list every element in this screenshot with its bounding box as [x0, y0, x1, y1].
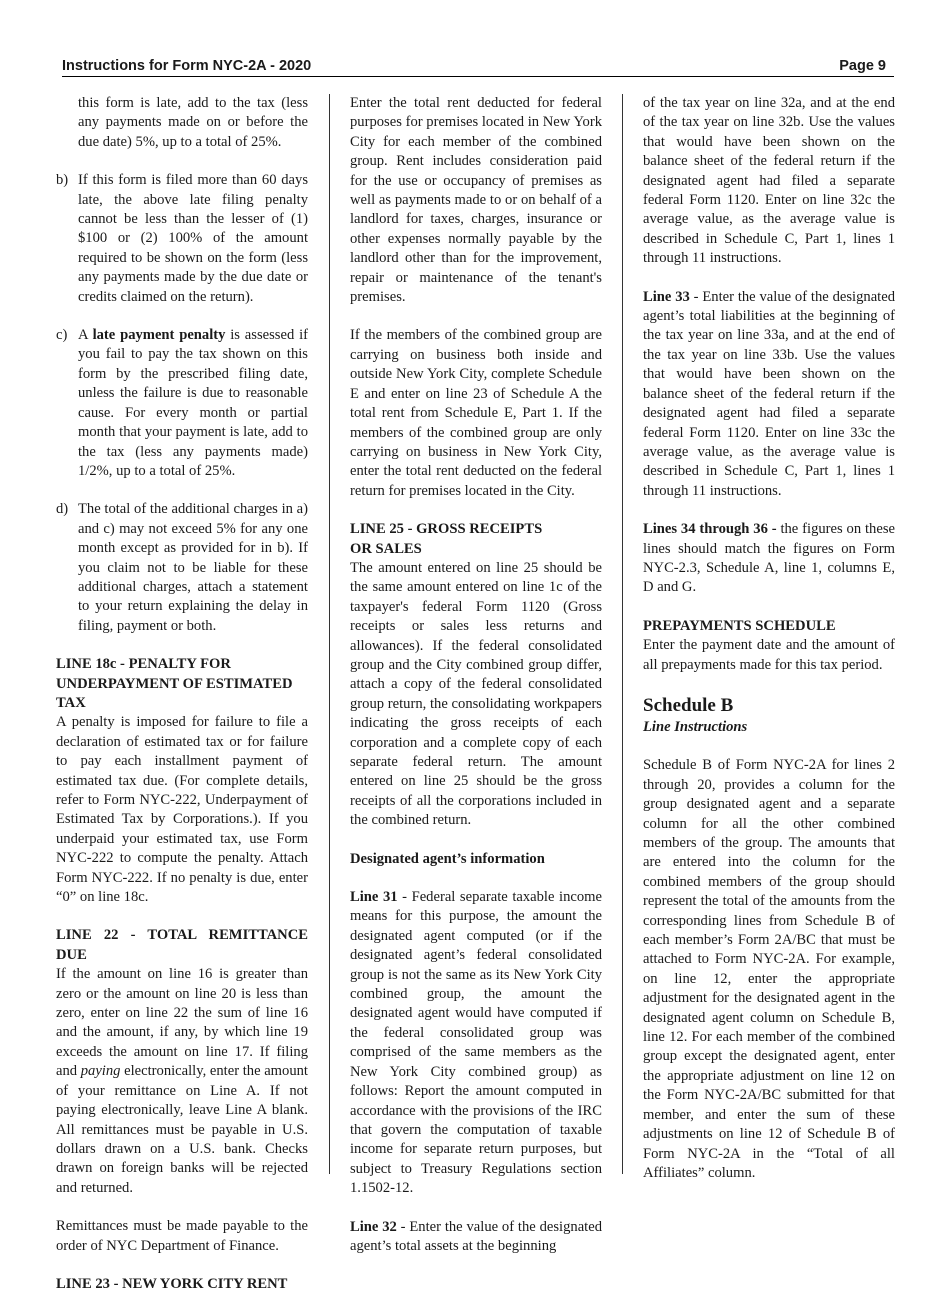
paragraph-line-32-continued: of the tax year on line 32a, and at the end of the tax year on line 32b. Use the values that would have been shown on the balance sheet of the federal return if the designated agent had filed a separate federal Form 1120. Enter on line 32c the average value, as the average value is described in Schedule C, Part 1, lines 1 through 11 instructions. [643, 95, 895, 267]
list-item-b [56, 171, 308, 307]
column-middle [350, 94, 602, 1275]
spacer [350, 869, 602, 888]
paragraph-line-31 [350, 888, 602, 1199]
bold-term: Line 32 [350, 1218, 397, 1235]
paragraph-lines-34-36 [643, 520, 895, 598]
column-left [56, 94, 308, 1294]
paragraph-schedule-b: Schedule B of Form NYC-2A for lines 2 through 20, provides a column for the group designated agent and a separate column for all the other combined members of the group. The amounts that are entered into the column for the combined members of the group should represent the total of the amounts from the corresponding lines from Schedule B of each member’s Form 2A/BC that must be attached to Form NYC-2A. For example, on line 12, enter the appropriate adjustment for the designated agent in the designated agent column on Schedule B, line 12. For each member of the combined group except the designated agent, enter the appropriate adjustment on line 12 on the Form NYC-2A/BC submitted for that member, and enter the sum of these adjustments on line 12 of Schedule B of Form NYC-2A in the “Total of all Affiliates” column. [643, 757, 895, 1181]
text-run: - Federal separate taxable income means for this purpose, the amount the designated agent computed (or if the designated agent’s federal consolidated group is not the same as its New York City combined group, the amount the designated agent would have computed if the federal consolidated group was comprised of the same members as the New York City combined group) as follows: Report the amount computed in accordance with the provisions of the IRC that govern the computation of taxable income for separate return purposes, but subject to Treasury Regulations section 1.1502-12. [350, 889, 602, 1197]
text-run: - Enter the value of the designated agent’s total liabilities at the beginning of the tax year on line 33a, and at the end of the tax year on line 33b. Use the values that would have been shown on the balance sheet of the federal return if the designated agent had filed a separate federal Form 1120. Enter on line 33c the average value, as the average value is described in Schedule C, Part 1, lines 1 through 11 instructions. [643, 288, 896, 499]
list-label: d) [56, 501, 69, 518]
paragraph-prepayments: Enter the payment date and the amount of all prepayments made for this tax period. [643, 637, 895, 673]
section-heading-line-18c: LINE 18c - PENALTY FOR UNDERPAYMENT OF ESTIMATED TAX [56, 656, 293, 711]
section-heading-line-23: LINE 23 - NEW YORK CITY RENT [56, 1275, 288, 1292]
list-label: c) [56, 327, 68, 344]
section-heading-designated-agent: Designated agent’s information [350, 850, 545, 867]
italic-term: paying [80, 1063, 121, 1080]
text-run: If the amount on line 16 is greater than zero or the amount on line 20 is less than zero, enter on line 22 the sum of line 16 and the amount, if any, by which line 19 exceeds the amount on line 17. If filing and [56, 966, 308, 1080]
text-run: - Enter the value of the designated agent’s total assets at the beginning [350, 1218, 603, 1254]
list-label: b) [56, 172, 69, 189]
paragraph-line-22 [56, 965, 308, 1198]
paragraph-line-25: The amount entered on line 25 should be the same amount entered on line 1c of the taxpayer's federal Form 1120 (Gross receipts or sales less returns and allowances). If the federal consolidated group and the City combined group differ, attach a copy of the federal consolidated group return, the consolidating workpapers indicating the gross receipts of each corporation and a complete copy of each separate federal return. The amount entered on line 25 should be the gross receipts of all the corporations included in the combined return. [350, 559, 602, 829]
section-heading-prepayments: PREPAYMENTS SCHEDULE [643, 617, 836, 634]
paragraph-continued: this form is late, add to the tax (less any payments made on or before the due date) 5%, up to a total of 25%. [78, 95, 308, 150]
paragraph-line-18c: A penalty is imposed for failure to file a declaration of estimated tax or for failure to pay each installment payment of estimated tax due. (For complete details, refer to Form NYC-222, Underpayment of Estimated Tax by Corporations.). If you underpaid your estimated tax, use Form NYC-222 to compute the penalty. Attach Form NYC-222. If no penalty is due, enter “0” on line 18c. [56, 714, 308, 906]
heading-line: OR SALES [350, 540, 422, 557]
section-heading-line-25 [350, 520, 602, 559]
spacer [643, 737, 895, 756]
heading-line: LINE 25 - GROSS RECEIPTS [350, 521, 543, 538]
bold-term: Line 31 [350, 889, 398, 906]
list-text: If this form is filed more than 60 days late, the above late filing penalty cannot be less than the lesser of (1) $100 or (2) 100% of the amount required to be shown on the form (less any payments made by the due date or credits claimed on the return). [78, 172, 308, 305]
column-divider [622, 94, 623, 1174]
paragraph-line-32 [350, 1218, 602, 1257]
text-run: is assessed if you fail to pay the tax shown on this form by the prescribed filing date, unless the failure is due to reasonable cause. For every month or partial month that your payment is late, add to the tax (less any payments made) 1/2%, up to a total of 25%. [78, 327, 308, 479]
text-run: electronically, enter the amount of your remittance on Line A. If not paying electronically, leave Line A blank. All remittances must be payable in U.S. dollars drawn on a U.S. bank. Checks drawn on foreign banks will be rejected and returned. [56, 1063, 308, 1196]
section-subheading-line-instructions: Line Instructions [643, 718, 748, 735]
page-number: Page 9 [839, 58, 886, 74]
section-heading-schedule-b: Schedule B [643, 694, 734, 716]
paragraph-rent-definition: Enter the total rent deducted for federal purposes for premises located in New York City for each member of the combined group. Rent includes consideration paid for the use or occupancy of premises as well as payments made to or on behalf of a landlord for taxes, charges, insurance or other expenses normally payable by the landlord other than for the improvement, repair or maintenance of the tenant's premises. [350, 95, 602, 306]
list-text: The total of the additional charges in a) and c) may not exceed 5% for any one month except as provided for in b). If you claim not to be liable for these additional charges, attach a statement to your return explaining the delay in filing, payment or both. [78, 501, 308, 634]
list-text [78, 326, 308, 481]
document-title: Instructions for Form NYC-2A - 2020 [62, 58, 312, 74]
page-header [62, 58, 894, 77]
bold-term: late payment penalty [92, 327, 226, 344]
list-item-c [56, 326, 308, 481]
column-right [643, 94, 895, 1202]
section-heading-line-22: LINE 22 - TOTAL REMITTANCE DUE [56, 927, 308, 963]
bold-term: Line 33 [643, 288, 690, 305]
list-item-d [56, 500, 308, 636]
column-divider [329, 94, 330, 1174]
bold-term: Lines 34 through 36 - [643, 521, 777, 538]
paragraph-remittances: Remittances must be made payable to the order of NYC Department of Finance. [56, 1218, 308, 1254]
paragraph-line-33 [643, 288, 895, 501]
text-run: A [78, 327, 93, 344]
paragraph-rent-schedule-e: If the members of the combined group are carrying on business both inside and outside New York City, complete Schedule E and enter on line 23 of Schedule A the total rent from Schedule E, Part 1. If the members of the combined group are only carrying on business in New York City, enter the total rent deducted on the federal return for premises located in the City. [350, 327, 602, 499]
text-run: the figures on these lines should match the figures on Form NYC-2.3, Schedule A, line 1, columns E, D and G. [643, 521, 895, 596]
